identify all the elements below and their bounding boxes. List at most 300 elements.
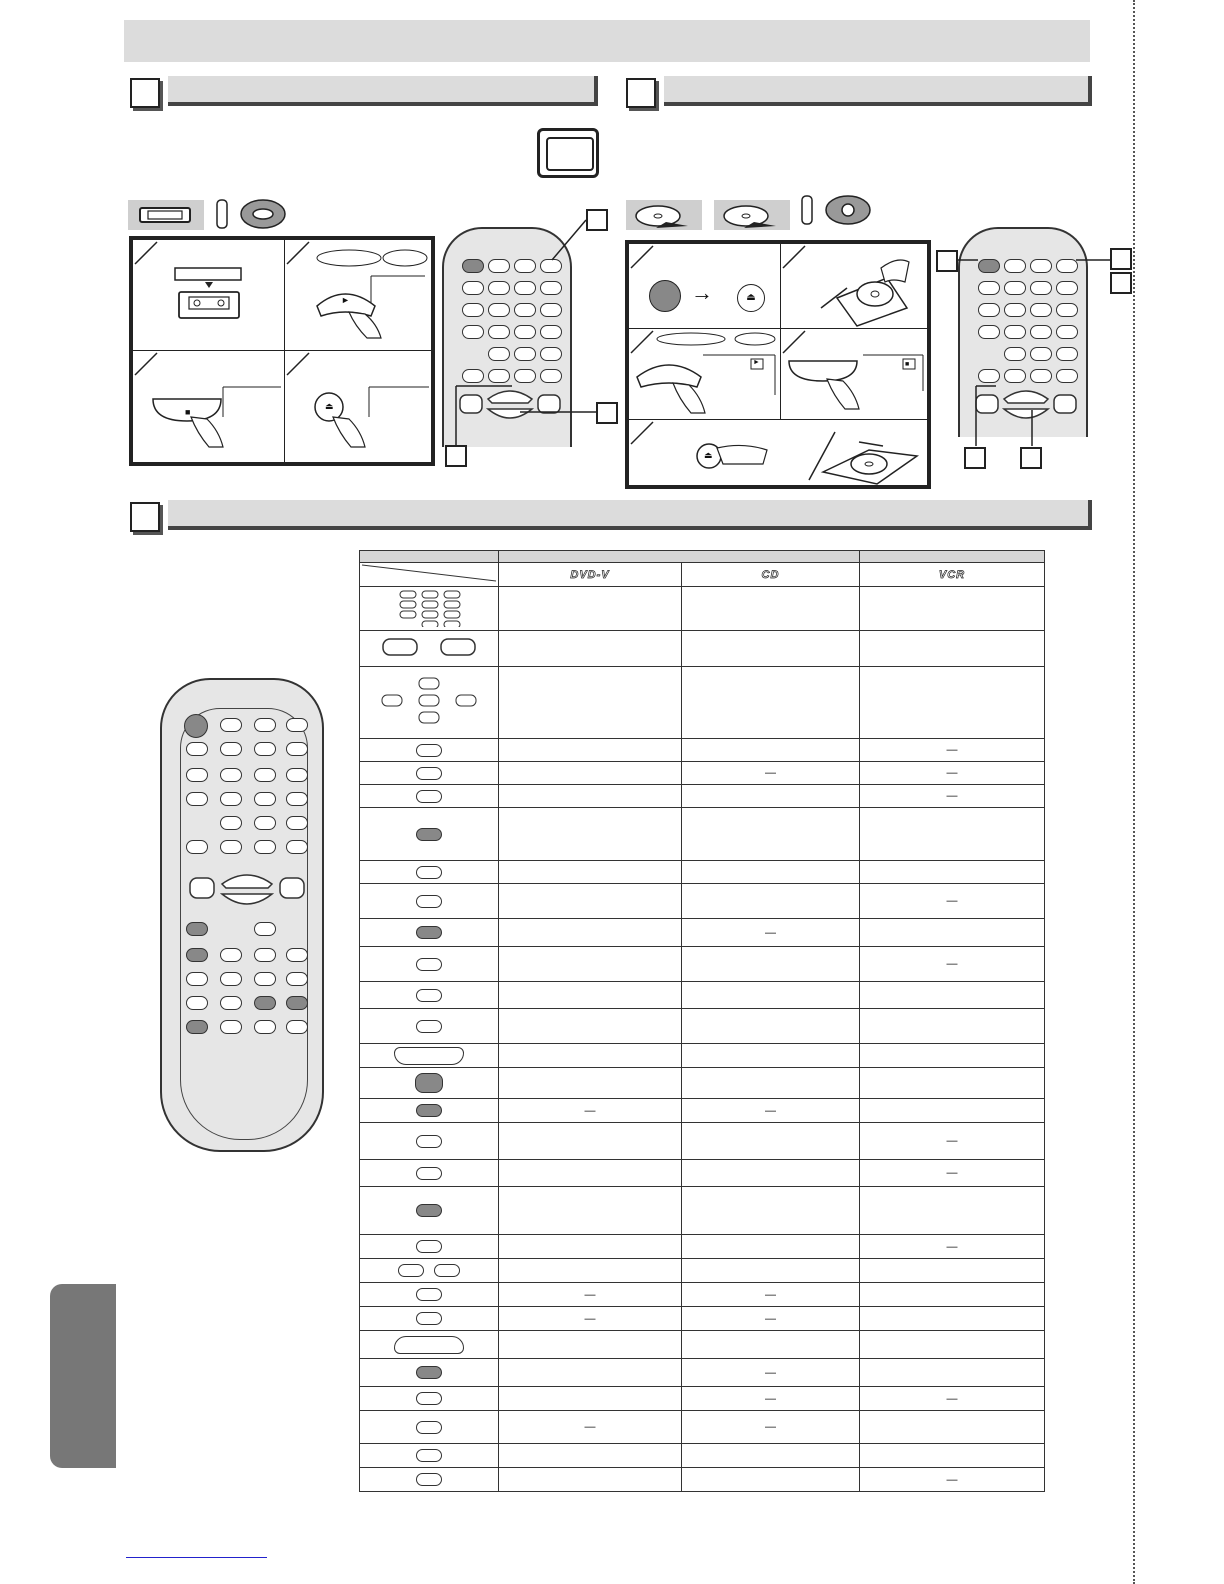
not-available-dash: — [584, 1288, 596, 1301]
dvd-cell [499, 1331, 682, 1359]
remote-button[interactable] [286, 792, 308, 806]
section-title-bar [168, 500, 1092, 530]
remote-button[interactable] [220, 972, 242, 986]
callout-box [936, 250, 958, 272]
vcr-dvd-button[interactable] [220, 840, 242, 854]
table-row [360, 1123, 1045, 1160]
button-cell [360, 762, 499, 785]
number-keys-icon [394, 587, 464, 627]
button-cell [360, 1387, 499, 1411]
vcr-logo-cell [860, 563, 1045, 587]
button-cell [360, 861, 499, 884]
remote-button[interactable] [220, 996, 242, 1010]
dvd-cell [499, 1187, 682, 1235]
play-illustration [315, 246, 431, 346]
step-load-disc [780, 243, 928, 329]
button-cell [360, 631, 499, 667]
stop-disc-illustration [787, 335, 927, 419]
cursor-right-button[interactable] [286, 948, 308, 962]
vcr-cell [860, 1123, 1045, 1160]
number-3-button[interactable] [254, 742, 276, 756]
cd-label-chip [714, 200, 790, 230]
cd-cell [682, 1468, 860, 1492]
table-row [360, 982, 1045, 1009]
cd-cell [682, 1411, 860, 1444]
not-available-dash: — [765, 926, 776, 939]
vcr-cell [860, 785, 1045, 808]
eject-glyph: ⏏ [704, 450, 713, 460]
oval-7-button-icon [416, 1392, 442, 1405]
step-marker [629, 420, 655, 446]
not-available-dash: — [946, 895, 958, 907]
square-button-icon [416, 866, 442, 879]
button-cell [360, 1411, 499, 1444]
grey-button-icon [416, 1204, 442, 1217]
button-cell [360, 1160, 499, 1187]
vcr-cell [860, 1044, 1045, 1068]
button-cell [360, 667, 499, 739]
dvd-cell [499, 739, 682, 762]
dvd-cell [499, 587, 682, 631]
tv-icon [537, 128, 599, 178]
cursor-down-button[interactable] [254, 972, 276, 986]
table-row [360, 884, 1045, 919]
table-row [360, 785, 1045, 808]
table-row [360, 762, 1045, 785]
eject-button[interactable] [254, 922, 276, 936]
disc-tray-illustration [799, 426, 925, 486]
stop-button-icon [394, 1336, 464, 1354]
cd-cell [682, 785, 860, 808]
vcr-logo: VCR [938, 568, 966, 581]
button-cell [360, 884, 499, 919]
vcr-cell [860, 919, 1045, 947]
dvd-logo: DVD-V [570, 568, 610, 581]
button-cell [360, 1187, 499, 1235]
number-6-button[interactable] [254, 768, 276, 782]
not-available-dash: — [946, 1240, 958, 1253]
vcr-cell [860, 1068, 1045, 1099]
vcr-cell [860, 861, 1045, 884]
skip-button-icon [398, 1264, 424, 1277]
remote-button[interactable] [220, 1020, 242, 1034]
cd-cell [682, 1099, 860, 1123]
dvd-cell [499, 1123, 682, 1160]
vcr-dvd-button-icon [416, 1421, 442, 1434]
dvd-cell [499, 947, 682, 982]
return-button[interactable] [286, 972, 308, 986]
dvd-label-chip [626, 200, 702, 230]
section-title-bar [168, 76, 598, 106]
button-cell [360, 919, 499, 947]
button-cell [360, 1283, 499, 1307]
step-button-icon [416, 1288, 442, 1301]
table-header-disc [499, 551, 860, 563]
number-1-button[interactable] [186, 742, 208, 756]
dvd-button-icon [800, 192, 872, 228]
dvd-cell [499, 884, 682, 919]
button-cell [360, 1468, 499, 1492]
dvd-cell [499, 1009, 682, 1044]
dvd-cell [499, 982, 682, 1009]
dvd-cell [499, 1444, 682, 1468]
number-9-button[interactable] [254, 792, 276, 806]
vcr-cell [860, 667, 1045, 739]
rewind-fastforward-icon [379, 636, 479, 658]
enter-button[interactable] [254, 948, 276, 962]
cd-cell [682, 1283, 860, 1307]
vcr-cell [860, 1411, 1045, 1444]
button-cell [360, 1331, 499, 1359]
diagonal-line [360, 563, 498, 583]
remote-control-full [160, 678, 324, 1152]
vcr-cell [860, 808, 1045, 861]
remote-button[interactable] [286, 1020, 308, 1034]
vcr-cell [860, 1444, 1045, 1468]
vcr-button-icon [215, 196, 287, 232]
table-row [360, 1283, 1045, 1307]
dvd-cell [499, 762, 682, 785]
table-row [360, 1187, 1045, 1235]
remote-button[interactable] [254, 1020, 276, 1034]
table-row [360, 631, 1045, 667]
eject-button[interactable] [286, 718, 308, 732]
vcr-cell [860, 982, 1045, 1009]
skip-button[interactable] [254, 718, 276, 732]
table-row [360, 1387, 1045, 1411]
play-glyph: ► [341, 295, 350, 305]
dvd-steps-panel [625, 240, 931, 489]
not-available-dash: — [946, 1392, 958, 1405]
button-cell [360, 947, 499, 982]
square-button[interactable] [186, 840, 208, 854]
play-disc-illustration [633, 331, 779, 419]
step-stop [132, 350, 285, 463]
cd-cell [682, 919, 860, 947]
number-2-button[interactable] [220, 742, 242, 756]
table-body [360, 587, 1045, 1492]
cd-cell [682, 1068, 860, 1099]
remote-button[interactable] [186, 996, 208, 1010]
not-available-dash: — [946, 744, 958, 756]
cd-cell [682, 1307, 860, 1331]
vcr-cell [860, 587, 1045, 631]
step-power-eject [628, 243, 781, 329]
not-available-dash: — [765, 1366, 776, 1379]
page-title-bar [124, 20, 1090, 62]
eject-glyph: ⏏ [737, 284, 765, 312]
tape-insert-illustration [169, 266, 249, 326]
dvd-cell [499, 1387, 682, 1411]
cd-logo-cell [682, 563, 860, 587]
oval-1-button-icon [416, 744, 442, 757]
number-4-button[interactable] [186, 768, 208, 782]
number-0-button[interactable] [254, 816, 276, 830]
table-row [360, 1235, 1045, 1259]
step-button[interactable] [286, 816, 308, 830]
dvd-cell [499, 1283, 682, 1307]
remote-button[interactable] [186, 1020, 208, 1034]
table-row [360, 861, 1045, 884]
cd-cell [682, 587, 860, 631]
button-cell [360, 587, 499, 631]
vcr-steps-panel [129, 236, 435, 466]
step-marker [285, 240, 311, 266]
dvd-cell [499, 1468, 682, 1492]
remote-button[interactable] [220, 816, 242, 830]
cd-cell [682, 1387, 860, 1411]
cd-cell [682, 762, 860, 785]
table-row [360, 1099, 1045, 1123]
vcr-cell [860, 1468, 1045, 1492]
circle-button[interactable] [254, 840, 276, 854]
button-cell [360, 1359, 499, 1387]
not-available-dash: — [765, 1312, 776, 1325]
remote-function-table [359, 550, 1045, 1492]
remote-button[interactable] [186, 922, 208, 936]
button-cell [360, 785, 499, 808]
table-row [360, 1307, 1045, 1331]
cd-cell [682, 1009, 860, 1044]
section-number-box [130, 78, 160, 108]
cd-cell [682, 1359, 860, 1387]
step-marker [629, 244, 655, 270]
not-available-dash: — [765, 1392, 776, 1405]
cd-cell [682, 739, 860, 762]
table-row [360, 667, 1045, 739]
table-row [360, 1009, 1045, 1044]
number-7-button[interactable] [186, 792, 208, 806]
table-header-button [360, 551, 499, 563]
vcr-cell [860, 739, 1045, 762]
oval-2-button-icon [416, 767, 442, 780]
cd-cell [682, 947, 860, 982]
dvd-cell [499, 1411, 682, 1444]
button-cell [360, 1099, 499, 1123]
cd-cell [682, 1444, 860, 1468]
dvd-cell [499, 808, 682, 861]
remote-button[interactable] [220, 718, 242, 732]
not-available-dash: — [946, 958, 958, 970]
dvd-cell [499, 1259, 682, 1283]
table-row [360, 1044, 1045, 1068]
dvd-cell [499, 1068, 682, 1099]
grey-button-icon [416, 1104, 442, 1117]
vcr-cell [860, 1187, 1045, 1235]
play-button-icon [394, 1047, 464, 1065]
cursor-left-button[interactable] [220, 948, 242, 962]
cd-cell [682, 667, 860, 739]
button-cell [360, 1444, 499, 1468]
table-row [360, 1160, 1045, 1187]
not-available-dash: — [584, 1104, 596, 1117]
cd-logo: CD [761, 568, 780, 581]
video-cassette-icon [128, 200, 204, 230]
not-available-dash: — [765, 1104, 776, 1117]
oval-4-button-icon [416, 1135, 442, 1148]
remote-button[interactable] [186, 972, 208, 986]
play-glyph: ► [753, 359, 760, 366]
footer-link [126, 1557, 267, 1558]
stop-glyph: ■ [905, 361, 910, 368]
remote-button[interactable] [286, 996, 308, 1010]
dvd-cell [499, 631, 682, 667]
return-button-icon [416, 1167, 442, 1180]
cd-cell [682, 1123, 860, 1160]
step-stop-disc [780, 328, 928, 420]
step-play-disc [628, 328, 781, 420]
circle-button-icon [416, 895, 442, 908]
stop-illustration [151, 367, 281, 457]
table-row [360, 919, 1045, 947]
side-tab [50, 1284, 116, 1468]
disc-icon [626, 200, 702, 230]
grey-button-icon [416, 1366, 442, 1379]
button-cell [360, 1009, 499, 1044]
table-row [360, 1259, 1045, 1283]
vcr-cell [860, 762, 1045, 785]
vcr-label-chip [128, 200, 204, 230]
eject-illustration [299, 367, 429, 457]
pause-button[interactable] [286, 840, 308, 854]
cd-cell [682, 884, 860, 919]
skip-button-icon [434, 1264, 460, 1277]
cd-cell [682, 1259, 860, 1283]
cd-cell [682, 1187, 860, 1235]
button-cell [360, 1068, 499, 1099]
skip-button-icon [416, 790, 442, 803]
remote-button[interactable] [254, 996, 276, 1010]
not-available-dash: — [765, 1288, 776, 1301]
button-cell [360, 1307, 499, 1331]
button-cell [360, 739, 499, 762]
callout-lines [440, 210, 620, 460]
power-button[interactable] [184, 714, 208, 738]
vcr-cell [860, 1259, 1045, 1283]
table-row [360, 1331, 1045, 1359]
table-row [360, 1068, 1045, 1099]
cut-line [1133, 0, 1135, 1584]
button-cell [360, 982, 499, 1009]
eject-glyph: ⏏ [325, 401, 334, 411]
button-cell [360, 808, 499, 861]
dvd-cell [499, 1307, 682, 1331]
table-header-tape [860, 551, 1045, 563]
vcr-cell [860, 1009, 1045, 1044]
remote-button[interactable] [186, 948, 208, 962]
dvd-cell [499, 1099, 682, 1123]
number-8-button[interactable] [220, 792, 242, 806]
table-row [360, 947, 1045, 982]
vcr-cell [860, 1359, 1045, 1387]
oval-5-button-icon [416, 1240, 442, 1253]
step-marker [781, 244, 807, 270]
table-row [360, 587, 1045, 631]
grey-button-icon [416, 926, 442, 939]
step-insert-tape [132, 239, 285, 351]
section-number-box [130, 502, 160, 532]
transport-keys [182, 866, 312, 914]
dvd-logo-cell [499, 563, 682, 587]
table-row [360, 1411, 1045, 1444]
cd-cell [682, 808, 860, 861]
callout-box [964, 447, 986, 469]
cd-cell [682, 1331, 860, 1359]
dvd-cell [499, 1359, 682, 1387]
corner-cell [360, 563, 499, 587]
step-marker [133, 240, 159, 266]
vcr-cell [860, 1307, 1045, 1331]
button-cell [360, 1259, 499, 1283]
vcr-cell [860, 631, 1045, 667]
vcr-cell [860, 1099, 1045, 1123]
not-available-dash: — [946, 1135, 958, 1147]
number-5-button[interactable] [220, 768, 242, 782]
oval-9-button-icon [416, 1473, 442, 1486]
table-row [360, 739, 1045, 762]
vcr-cell [860, 947, 1045, 982]
cursor-keys-icon [374, 676, 484, 726]
oval-3-button-icon [416, 958, 442, 971]
cd-cell [682, 861, 860, 884]
step-eject-disc [628, 419, 928, 486]
table-format-row [360, 563, 1045, 587]
vcr-cell [860, 884, 1045, 919]
vcr-cell [860, 1387, 1045, 1411]
eject-button-icon [416, 989, 442, 1002]
dvd-cell [499, 1160, 682, 1187]
skip-back-button[interactable] [286, 768, 308, 782]
oval-6-button-icon [416, 1312, 442, 1325]
arrow-icon: → [691, 280, 713, 305]
cd-cell [682, 1044, 860, 1068]
table-row [360, 808, 1045, 861]
not-available-dash: — [946, 1167, 958, 1179]
cd-cell [682, 982, 860, 1009]
dvd-cell [499, 1235, 682, 1259]
callout-box [1020, 447, 1042, 469]
oval-8-button-icon [416, 1449, 442, 1462]
callout-lines [956, 250, 1116, 450]
vcr-cell [860, 1160, 1045, 1187]
table-row [360, 1444, 1045, 1468]
dvd-cell [499, 785, 682, 808]
vcr-cell [860, 1283, 1045, 1307]
cd-cell [682, 1235, 860, 1259]
disc-icon [714, 200, 790, 230]
not-available-dash: — [584, 1421, 596, 1433]
dvd-cell [499, 667, 682, 739]
skip-forward-button[interactable] [286, 742, 308, 756]
table-row [360, 1359, 1045, 1387]
cd-cell [682, 631, 860, 667]
section-number-box [626, 78, 656, 108]
not-available-dash: — [584, 1312, 596, 1325]
dvd-cell [499, 861, 682, 884]
grey-button-icon [416, 828, 442, 841]
step-eject [284, 350, 432, 463]
load-disc-illustration [817, 248, 927, 328]
stop-glyph: ■ [185, 407, 191, 417]
step-play [284, 239, 432, 351]
power-button-illustration [649, 280, 681, 312]
not-available-dash: — [946, 1473, 958, 1486]
pause-button-icon [416, 1020, 442, 1033]
table-row [360, 1468, 1045, 1492]
cd-cell [682, 1160, 860, 1187]
section-title-bar [664, 76, 1092, 106]
button-cell [360, 1235, 499, 1259]
